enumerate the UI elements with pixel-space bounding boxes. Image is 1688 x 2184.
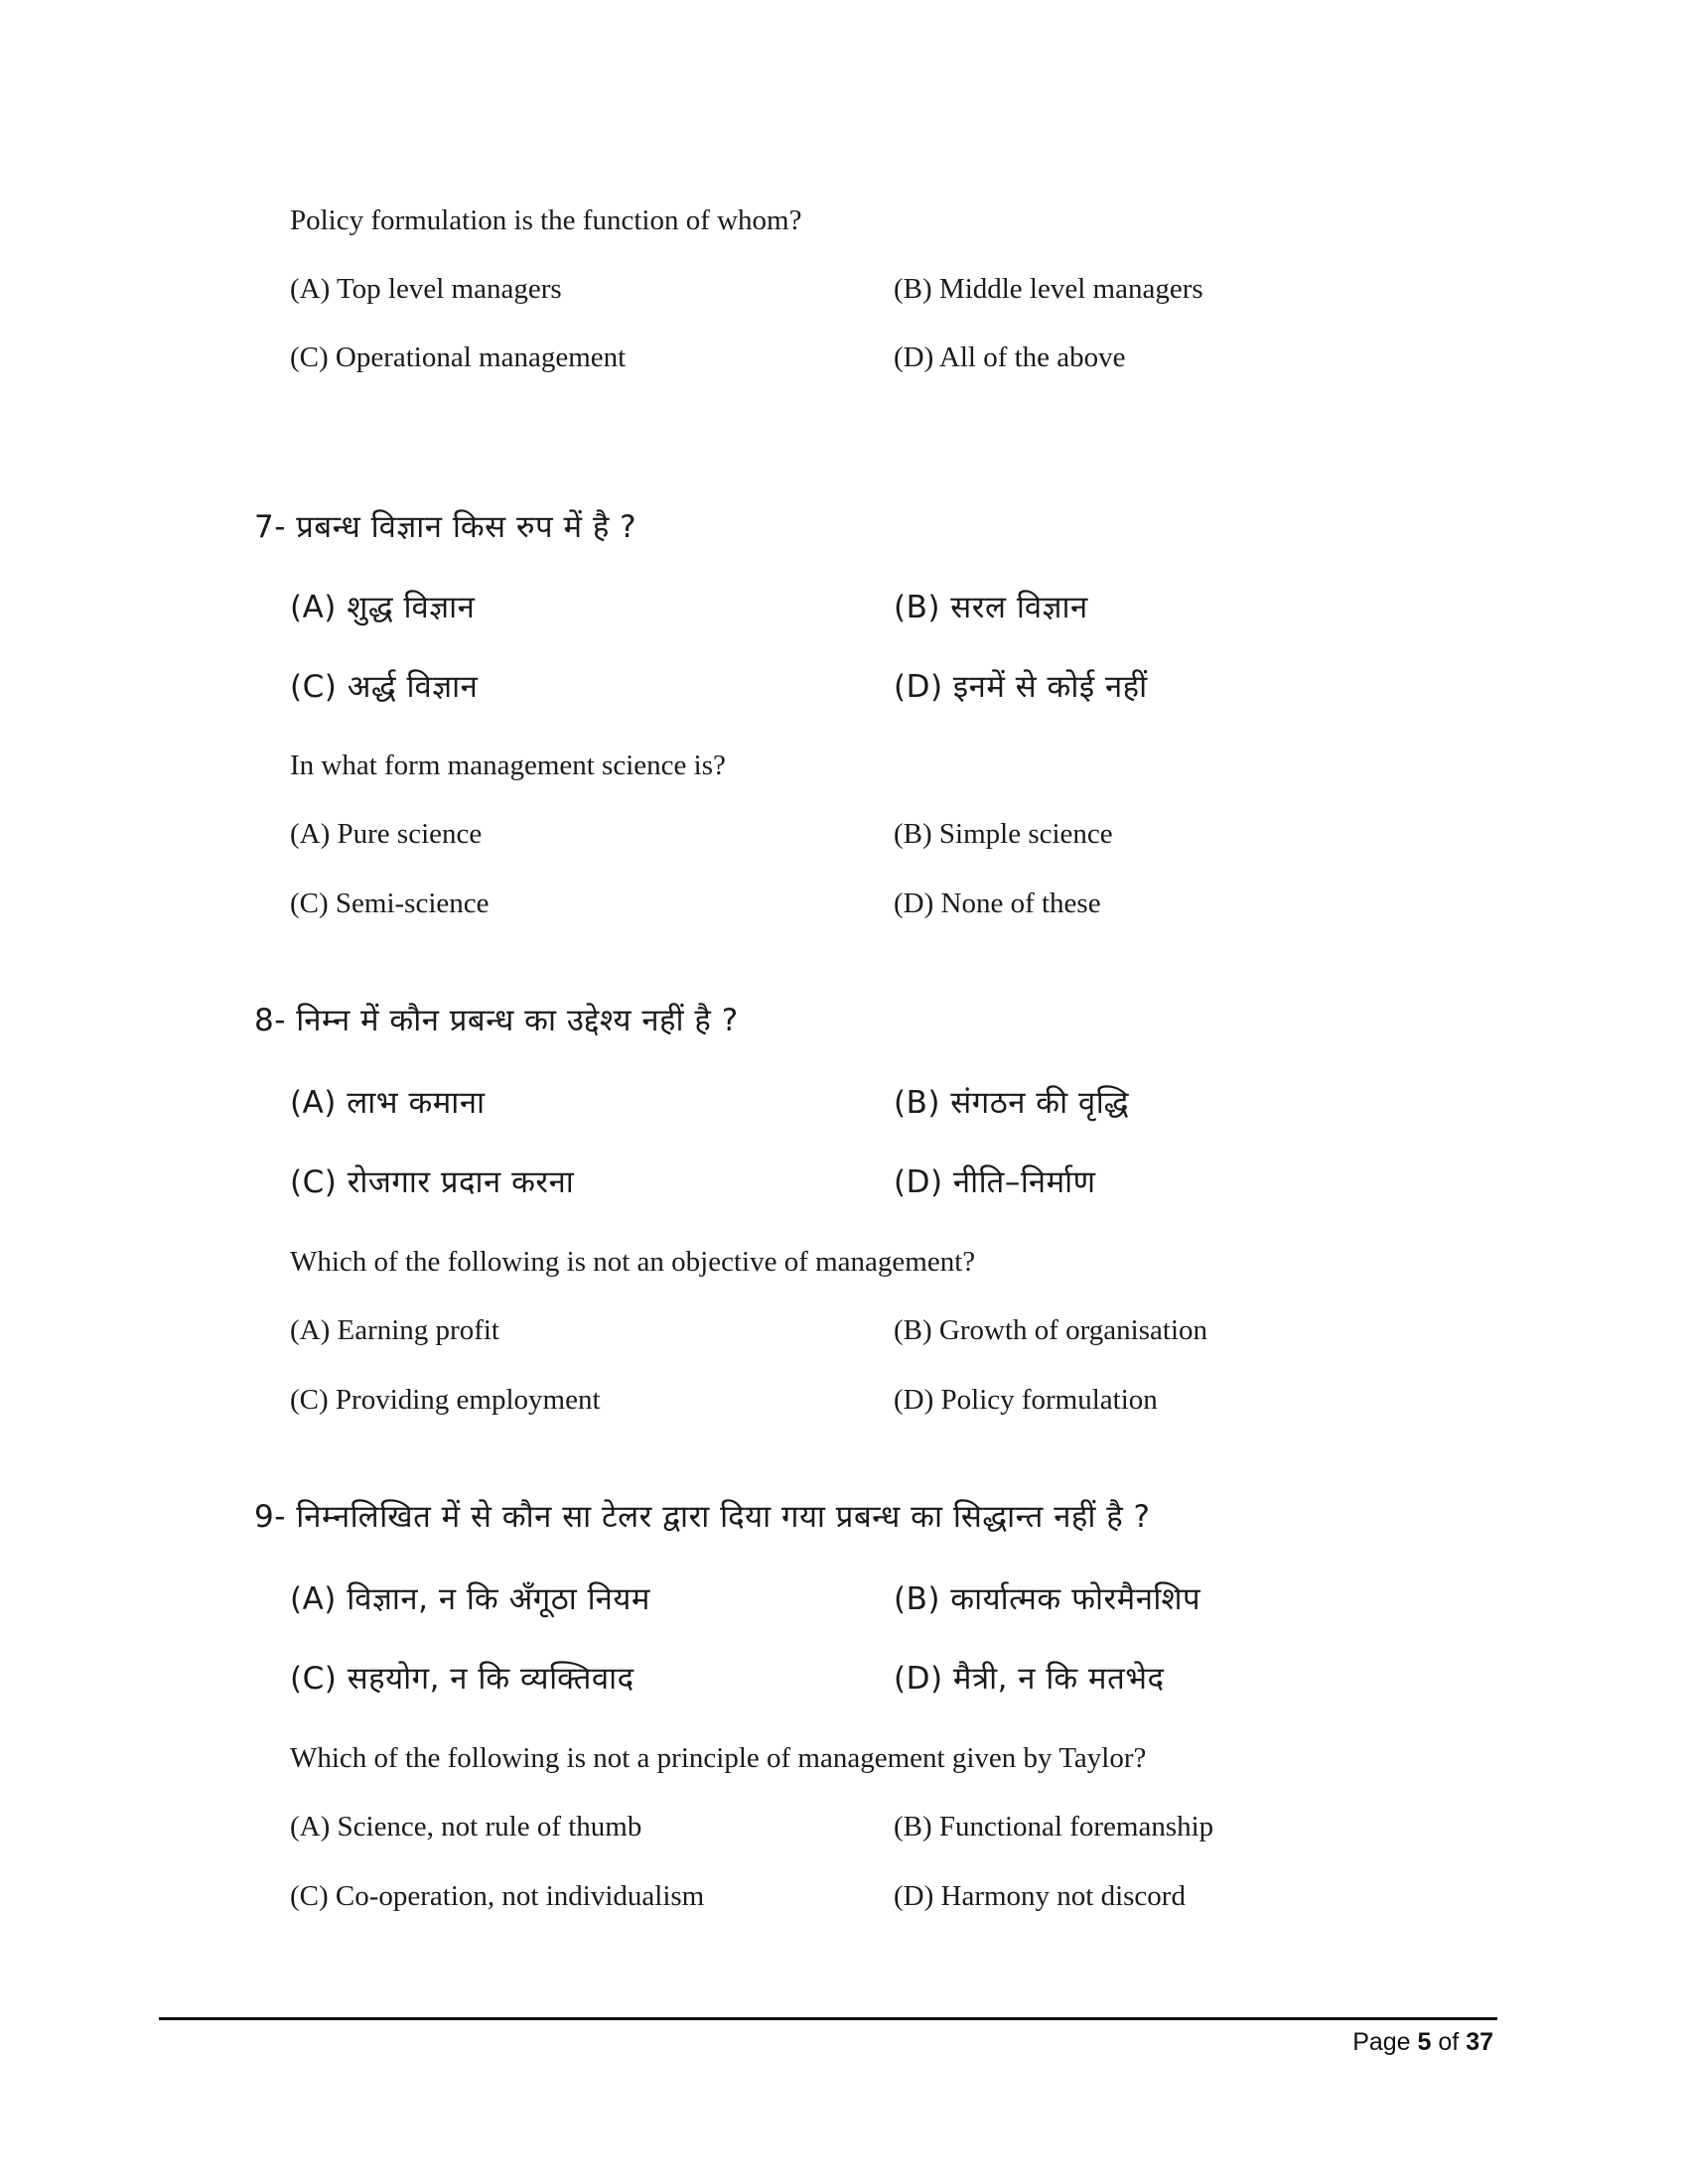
question-text: Which of the following is not a principle of management given by Taylor? <box>290 1742 1147 1774</box>
option-a-hindi: (A) शुद्ध विज्ञान <box>290 590 476 625</box>
option-d-hindi: (D) नीति–निर्माण <box>894 1164 1096 1200</box>
option-d: (D) All of the above <box>894 341 1126 373</box>
question-text: Policy formulation is the function of whom? <box>290 205 802 236</box>
option-c-hindi: (C) रोजगार प्रदान करना <box>290 1164 575 1200</box>
option-a: (A) Earning profit <box>290 1314 499 1346</box>
option-a: (A) Science, not rule of thumb <box>290 1811 642 1843</box>
page-current: 5 <box>1417 2028 1432 2056</box>
option-c: (C) Co-operation, not individualism <box>290 1880 705 1912</box>
option-a: (A) Pure science <box>290 818 483 850</box>
question-text: In what form management science is? <box>290 750 726 781</box>
option-a: (A) Top level managers <box>290 273 562 305</box>
option-a-hindi: (A) विज्ञान, न कि अँगूठा नियम <box>290 1581 650 1617</box>
question-hindi: 7- प्रबन्ध विज्ञान किस रुप में है ? <box>254 509 637 545</box>
option-b-hindi: (B) संगठन की वृद्धि <box>894 1085 1130 1121</box>
option-d: (D) None of these <box>894 887 1101 919</box>
option-b-hindi: (B) कार्यात्मक फोरमैनशिप <box>894 1581 1201 1617</box>
option-d: (D) Harmony not discord <box>894 1880 1186 1912</box>
question-hindi: 9- निम्नलिखित में से कौन सा टेलर द्वारा दिया गया प्रबन्ध का सिद्धान्त नहीं है ? <box>254 1499 1151 1535</box>
option-d-hindi: (D) इनमें से कोई नहीं <box>894 669 1148 705</box>
question-text: Which of the following is not an objective of management? <box>290 1246 976 1278</box>
option-b-hindi: (B) सरल विज्ञान <box>894 590 1088 625</box>
option-b: (B) Functional foremanship <box>894 1811 1214 1843</box>
option-c: (C) Providing employment <box>290 1384 601 1416</box>
option-d-hindi: (D) मैत्री, न कि मतभेद <box>894 1661 1165 1697</box>
option-c: (C) Semi-science <box>290 887 490 919</box>
page-of-label: of <box>1431 2028 1467 2056</box>
option-b: (B) Growth of organisation <box>894 1314 1207 1346</box>
option-b: (B) Middle level managers <box>894 273 1203 305</box>
option-c-hindi: (C) सहयोग, न कि व्यक्तिवाद <box>290 1661 634 1697</box>
option-a-hindi: (A) लाभ कमाना <box>290 1085 486 1121</box>
option-c: (C) Operational management <box>290 341 627 373</box>
option-b: (B) Simple science <box>894 818 1113 850</box>
page-number <box>1352 2028 1493 2057</box>
page-label: Page <box>1352 2028 1418 2056</box>
page-total: 37 <box>1466 2028 1493 2056</box>
footer-divider <box>159 2017 1497 2020</box>
option-d: (D) Policy formulation <box>894 1384 1158 1416</box>
question-hindi: 8- निम्न में कौन प्रबन्ध का उद्देश्य नहीं है ? <box>254 1003 739 1038</box>
option-c-hindi: (C) अर्द्ध विज्ञान <box>290 669 479 705</box>
